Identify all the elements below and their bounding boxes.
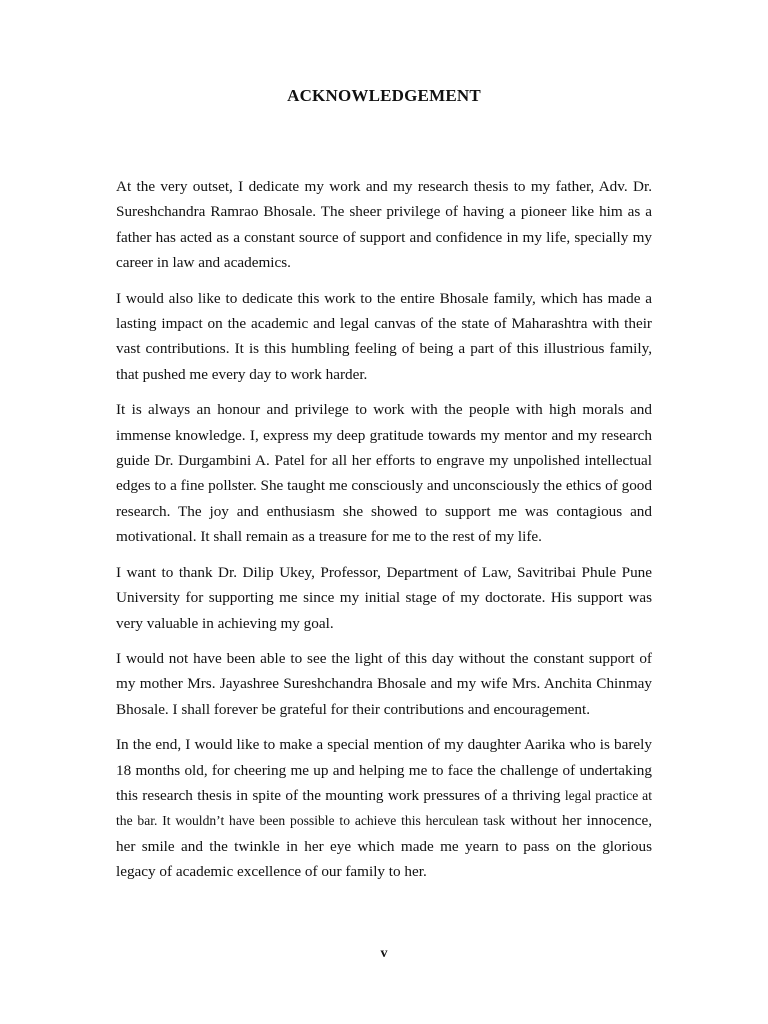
paragraph-daughter-end: without her innocence, her smile and the twinkle in her eye which made me yearn to pass on the glorious legacy of academic excellence of our family to her. [116, 812, 653, 881]
paragraph-guide: It is always an honour and privilege to work with the people with high morals and immense knowledge. I, express my deep gratitude towards my mentor and my research guide Dr. Durgambini A. Patel for all her efforts to engrave my unpolished intellectual edges to a fine pollster. She taught me consciously and unconsciously the ethics of good research. The joy and enthusiasm she showed to support me was contagious and motivational. It shall remain as a treasure for me to the rest of my life. [116, 401, 652, 546]
paragraph-father: At the very outset, I dedicate my work and my research thesis to my father, Adv. Dr. Sureshchandra Ramrao Bhosale. The sheer privilege of having a pioneer like him as a father has acted as a constant source of support and confidence in my life, specially my career in law and academics. [116, 178, 652, 272]
paragraph-daughter [116, 732, 652, 884]
paragraph-professor: I want to thank Dr. Dilip Ukey, Professor, Department of Law, Savitribai Phule Pune University for supporting me since my initial stage of my doctorate. His support was very valuable in achieving my goal. [116, 563, 652, 632]
paragraph-daughter-small-line: legal practice at the bar. It wouldn’t have been possible to achieve this herculean task [116, 787, 652, 829]
page-number: v [380, 946, 388, 961]
page-title: ACKNOWLEDGEMENT [287, 86, 481, 105]
paragraph-mother-wife: I would not have been able to see the light of this day without the constant support of my mother Mrs. Jayashree Sureshchandra Bhosale and my wife Mrs. Anchita Chinmay Bhosale. I shall forever be grateful for their contributions and encouragement. [116, 649, 652, 718]
paragraph-family: I would also like to dedicate this work to the entire Bhosale family, which has made a lasting impact on the academic and legal canvas of the state of Maharashtra with their vast contributions. It is this humbling feeling of being a part of this illustrious family, that pushed me every day to work harder. [116, 289, 652, 383]
acknowledgement-body [116, 174, 652, 895]
paragraph-daughter-start: In the end, I would like to make a special mention of my daughter Aarika who is barely 18 months old, for cheering me up and helping me to face the challenge of undertaking this research thesis in spite of the mounting work pressures of a thriving [116, 736, 652, 804]
